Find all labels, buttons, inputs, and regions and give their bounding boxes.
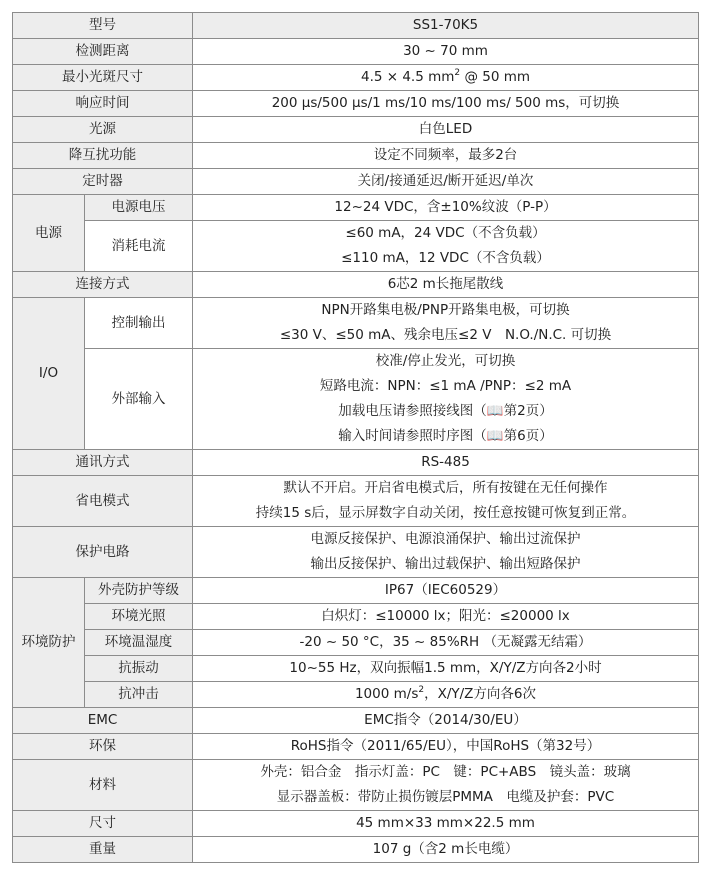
row-label: 抗冲击 <box>85 682 193 708</box>
row-value: 外壳：铝合金 指示灯盖：PC 键：PC+ABS 镜头盖：玻璃 显示器盖板：带防止损伤镀层PMMA 电缆及护套：PVC <box>193 760 699 811</box>
row-label: 尺寸 <box>13 811 193 837</box>
table-row <box>13 39 699 65</box>
table-row <box>13 630 699 656</box>
table-row <box>13 117 699 143</box>
table-row <box>13 13 699 39</box>
row-label: 检测距离 <box>13 39 193 65</box>
group-label: I/O <box>13 298 85 450</box>
table-row <box>13 682 699 708</box>
row-label: 材料 <box>13 760 193 811</box>
table-row <box>13 708 699 734</box>
row-label: 消耗电流 <box>85 221 193 272</box>
row-label: 环保 <box>13 734 193 760</box>
row-value: 1000 $m/s^2$，X/Y/Z方向各6次 <box>193 682 699 708</box>
book-icon: 📖 <box>486 403 504 419</box>
row-value: 默认不开启。开启省电模式后，所有按键在无任何操作 持续15 s后，显示屏数字自动关闭，按任意按键可恢复到正常。 <box>193 476 699 527</box>
model-value: SS1-70K5 <box>193 13 699 39</box>
table-row <box>13 527 699 578</box>
row-value: 12~24 VDC，含±10%纹波（P-P） <box>193 195 699 221</box>
row-value: RoHS指令（2011/65/EU），中国RoHS（第32号） <box>193 734 699 760</box>
row-label: 最小光斑尺寸 <box>13 65 193 91</box>
row-label: 电源电压 <box>85 195 193 221</box>
row-value: IP67（IEC60529） <box>193 578 699 604</box>
table-row <box>13 578 699 604</box>
row-value: 关闭/接通延迟/断开延迟/单次 <box>193 169 699 195</box>
model-label: 型号 <box>13 13 193 39</box>
row-label: 响应时间 <box>13 91 193 117</box>
table-row <box>13 169 699 195</box>
row-label: 外部输入 <box>85 349 193 450</box>
table-row <box>13 811 699 837</box>
row-value: 10~55 Hz，双向振幅1.5 mm，X/Y/Z方向各2小时 <box>193 656 699 682</box>
spec-table <box>12 12 699 863</box>
row-label: 保护电路 <box>13 527 193 578</box>
row-label: 环境光照 <box>85 604 193 630</box>
group-label: 环境防护 <box>13 578 85 708</box>
group-label: 电源 <box>13 195 85 272</box>
table-row <box>13 837 699 863</box>
row-label: 控制输出 <box>85 298 193 349</box>
row-label: 连接方式 <box>13 272 193 298</box>
row-value: 6芯2 m长拖尾散线 <box>193 272 699 298</box>
row-label: 环境温湿度 <box>85 630 193 656</box>
row-value: 设定不同频率，最多2台 <box>193 143 699 169</box>
row-value: 45 mm×33 mm×22.5 mm <box>193 811 699 837</box>
row-value: 107 g（含2 m长电缆） <box>193 837 699 863</box>
row-value: RS-485 <box>193 450 699 476</box>
row-value: ≤60 mA，24 VDC（不含负载） ≤110 mA，12 VDC（不含负载） <box>193 221 699 272</box>
row-label: 定时器 <box>13 169 193 195</box>
row-value: 4.5 × 4.5 $mm^2$ @ 50 mm <box>193 65 699 91</box>
row-label: 光源 <box>13 117 193 143</box>
row-value: EMC指令（2014/30/EU） <box>193 708 699 734</box>
table-row <box>13 91 699 117</box>
row-label: 通讯方式 <box>13 450 193 476</box>
row-label: EMC <box>13 708 193 734</box>
row-value: 白色LED <box>193 117 699 143</box>
row-label: 省电模式 <box>13 476 193 527</box>
table-row <box>13 604 699 630</box>
table-row <box>13 143 699 169</box>
table-row <box>13 298 699 349</box>
table-row <box>13 734 699 760</box>
table-row <box>13 272 699 298</box>
book-icon: 📖 <box>486 428 504 444</box>
table-row <box>13 760 699 811</box>
row-value: 200 µs/500 µs/1 ms/10 ms/100 ms/ 500 ms，可切换 <box>193 91 699 117</box>
table-row <box>13 195 699 221</box>
table-row <box>13 349 699 450</box>
row-value: 电源反接保护、电源浪涌保护、输出过流保护 输出反接保护、输出过载保护、输出短路保护 <box>193 527 699 578</box>
row-label: 重量 <box>13 837 193 863</box>
row-value: -20 ~ 50 °C，35 ~ 85%RH （无凝露无结霜） <box>193 630 699 656</box>
table-row <box>13 65 699 91</box>
row-value: 校准/停止发光，可切换 短路电流：NPN：≤1 mA /PNP：≤2 mA 加载电压请参照接线图（📖第2页） 输入时间请参照时序图（📖第6页） <box>193 349 699 450</box>
row-value: 30 ~ 70 mm <box>193 39 699 65</box>
row-label: 降互扰功能 <box>13 143 193 169</box>
table-row <box>13 221 699 272</box>
row-label: 抗振动 <box>85 656 193 682</box>
table-row <box>13 476 699 527</box>
table-row <box>13 656 699 682</box>
table-row <box>13 450 699 476</box>
row-value: 白炽灯：≤10000 lx；阳光：≤20000 lx <box>193 604 699 630</box>
row-label: 外壳防护等级 <box>85 578 193 604</box>
row-value: NPN开路集电极/PNP开路集电极，可切换 ≤30 V、≤50 mA、残余电压≤2 V N.O./N.C. 可切换 <box>193 298 699 349</box>
